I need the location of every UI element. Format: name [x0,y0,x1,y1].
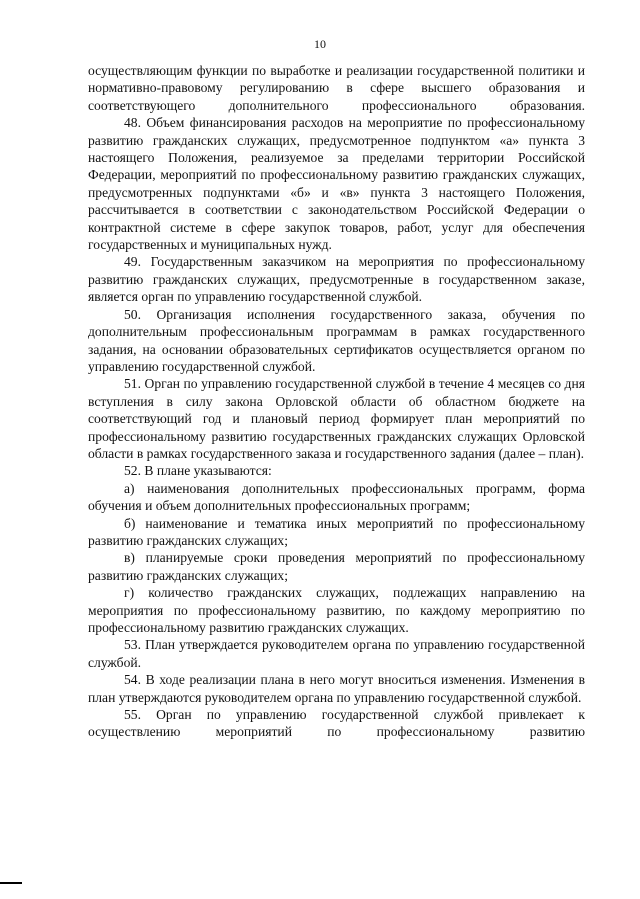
paragraph-48: 48. Объем финансирования расходов на мероприятие по профессиональному развитию гражданских служащих, предусмотренное подпунктом «а» пункта 3 настоящего Положения, реализуемое за пределами территории Российской Федерации, мероприятий по профессиональному развитию гражданских служащих, предусмотренных подпунктами «б» и «в» пункта 3 настоящего Положения, рассчитывается в соответствии с законодательством Российской Федерации о контрактной системе в сфере закупок товаров, работ, услуг для обеспечения государственных и муниципальных нужд. [88,115,585,253]
paragraph-49: 49. Государственным заказчиком на мероприятия по профессиональному развитию гражданских служащих, предусмотренные в государственном заказе, является орган по управлению государственной службой. [88,254,585,305]
document-body [88,62,585,741]
paragraph-52-v: в) планируемые сроки проведения мероприятий по профессиональному развитию гражданских служащих; [88,550,585,583]
page-number: 10 [314,37,326,51]
paragraph-51: 51. Орган по управлению государственной службой в течение 4 месяцев со дня вступления в силу закона Орловской области об областном бюджете на соответствующий год и плановый период формирует план мероприятий по профессиональному развитию государственных гражданских служащих Орловской области в рамках государственного заказа и государственного задания (далее – план). [88,376,585,461]
paragraph-52-a: а) наименования дополнительных профессиональных программ, форма обучения и объем дополнительных профессиональных программ; [88,480,585,514]
paragraph-continuation: осуществляющим функции по выработке и реализации государственной политики и нормативно-правовому регулированию в сфере высшего образования и соответствующего дополнительного профессионального образования. [88,63,585,113]
paragraph-53: 53. План утверждается руководителем органа по управлению государственной службой. [88,637,585,670]
paragraph-55: 55. Орган по управлению государственной службой привлекает к осуществлению мероприятий по профессиональному развитию [88,707,585,740]
paragraph-52-g: г) количество гражданских служащих, подлежащих направлению на мероприятия по профессиональному развитию, по каждому мероприятию по профессиональному развитию гражданских служащих. [88,585,585,635]
paragraph-52-b: б) наименование и тематика иных мероприятий по профессиональному развитию гражданских служащих; [88,515,585,548]
paragraph-50: 50. Организация исполнения государственного заказа, обучения по дополнительным профессиональным программам в рамках государственного задания, на основании образовательных сертификатов осуществляется органом по управлению государственной службой. [88,306,585,374]
paragraph-54: 54. В ходе реализации плана в него могут вноситься изменения. Изменения в план утверждаются руководителем органа по управлению государственной службой. [88,672,585,705]
paragraph-52: 52. В плане указываются: [124,463,272,479]
footer-rule [0,882,22,884]
